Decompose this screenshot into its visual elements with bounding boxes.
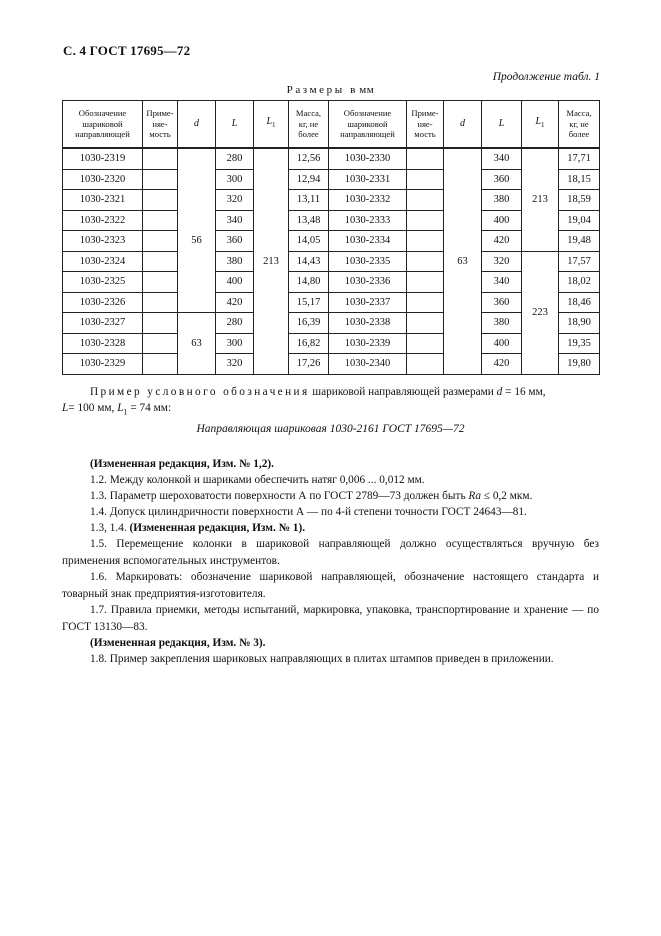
cell-designation: 1030-2322 <box>63 210 143 231</box>
cell-L: 280 <box>216 148 254 169</box>
table-row <box>63 169 600 190</box>
cell-application <box>407 354 444 375</box>
cell-designation: 1030-2331 <box>329 169 407 190</box>
example-L1-val: = 74 мм: <box>127 402 172 414</box>
col-d: d <box>178 101 216 149</box>
cell-application <box>143 148 178 169</box>
cell-mass: 19,48 <box>559 231 600 252</box>
cell-mass: 12,94 <box>289 169 329 190</box>
col-designation: Обозначение шариковой направляющей <box>63 101 143 149</box>
cell-L: 300 <box>216 333 254 354</box>
cell-L: 360 <box>216 231 254 252</box>
cell-L: 320 <box>216 354 254 375</box>
cell-L: 400 <box>482 210 522 231</box>
cell-application <box>143 210 178 231</box>
dimensions-note-unit: в мм <box>350 84 375 96</box>
col-mass: Масса, кг, не более <box>289 101 329 149</box>
dimensions-table <box>62 100 600 375</box>
cell-mass: 18,59 <box>559 190 600 211</box>
cell-designation: 1030-2332 <box>329 190 407 211</box>
cell-mass: 13,11 <box>289 190 329 211</box>
cell-designation: 1030-2327 <box>63 313 143 334</box>
table-row <box>63 210 600 231</box>
cell-application <box>407 313 444 334</box>
table-row <box>63 354 600 375</box>
col-designation-2: Обозначение шариковой направляющей <box>329 101 407 149</box>
page-header: С. 4 ГОСТ 17695—72 <box>63 43 191 58</box>
cell-L: 360 <box>482 169 522 190</box>
cell-designation: 1030-2329 <box>63 354 143 375</box>
cell-application <box>143 333 178 354</box>
cell-mass: 17,71 <box>559 148 600 169</box>
clause-1-2: 1.2. Между колонкой и шариками обеспечить натяг 0,006 ... 0,012 мм. <box>90 474 425 486</box>
cell-designation: 1030-2338 <box>329 313 407 334</box>
cell-application <box>143 292 178 313</box>
example-L1-sym: L <box>117 402 124 414</box>
cell-mass: 19,80 <box>559 354 600 375</box>
cell-L: 340 <box>482 148 522 169</box>
cell-mass: 18,90 <box>559 313 600 334</box>
cell-L: 360 <box>482 292 522 313</box>
example-line-2 <box>62 400 599 421</box>
cell-mass: 19,35 <box>559 333 600 354</box>
col-application-2: Приме- няе- мость <box>407 101 444 149</box>
cell-mass: 18,46 <box>559 292 600 313</box>
cell-mass: 13,48 <box>289 210 329 231</box>
cell-d-group-a: 56 <box>178 169 216 313</box>
clause-1-8: 1.8. Пример закрепления шариковых направляющих в плитах штампов приведен в приложении. <box>90 653 554 665</box>
cell-L: 300 <box>216 169 254 190</box>
cell-L: 280 <box>216 313 254 334</box>
revision-note-1314-a: 1.3, 1.4. <box>90 522 130 534</box>
cell-designation: 1030-2326 <box>63 292 143 313</box>
cell-designation: 1030-2325 <box>63 272 143 293</box>
cell-designation: 1030-2334 <box>329 231 407 252</box>
cell-mass: 12,56 <box>289 148 329 169</box>
cell-application <box>143 190 178 211</box>
clause-1-3 <box>62 488 599 505</box>
table-row <box>63 251 600 272</box>
cell-designation: 1030-2319 <box>63 148 143 169</box>
cell-L: 400 <box>482 333 522 354</box>
cell-application <box>407 231 444 252</box>
col-L1-sub: 1 <box>272 121 276 130</box>
col-L1-sym: L <box>266 116 273 128</box>
table-row <box>63 333 600 354</box>
example-lead: Пример условного обозначения <box>90 386 310 398</box>
cell-L: 420 <box>482 354 522 375</box>
dimensions-note-word: Размеры <box>286 84 345 96</box>
cell-designation: 1030-2323 <box>63 231 143 252</box>
cell-L: 380 <box>216 251 254 272</box>
cell-designation: 1030-2337 <box>329 292 407 313</box>
cell-mass: 14,80 <box>289 272 329 293</box>
cell-L: 400 <box>216 272 254 293</box>
cell-application <box>407 272 444 293</box>
cell-designation: 1030-2333 <box>329 210 407 231</box>
cell-application <box>407 169 444 190</box>
cell-designation: 1030-2340 <box>329 354 407 375</box>
table-row <box>63 292 600 313</box>
cell-application <box>143 169 178 190</box>
cell-designation: 1030-2330 <box>329 148 407 169</box>
cell-designation: 1030-2324 <box>63 251 143 272</box>
cell-mass: 16,39 <box>289 313 329 334</box>
col-L: L <box>216 101 254 149</box>
cell-L: 380 <box>482 190 522 211</box>
cell-d-group: 63 <box>444 148 482 374</box>
clause-1-6: 1.6. Маркировать: обозначение шариковой направляющей, обозначение настоящего стандарта и товарный знак предприятия-изготовителя. <box>62 571 599 600</box>
col-L-2: L <box>482 101 522 149</box>
cell-L: 420 <box>216 292 254 313</box>
example-L-sym: L <box>62 402 69 414</box>
example-text: шариковой направляющей размерами <box>309 386 497 398</box>
example-L1-sub: 1 <box>123 407 128 417</box>
cell-d-group-b: 63 <box>178 313 216 375</box>
dimensions-note <box>0 84 661 96</box>
cell-mass: 18,02 <box>559 272 600 293</box>
cell-application <box>143 272 178 293</box>
cell-mass: 17,57 <box>559 251 600 272</box>
cell-mass: 16,82 <box>289 333 329 354</box>
table-row <box>63 231 600 252</box>
revision-note-1 <box>62 456 599 473</box>
cell-application <box>143 251 178 272</box>
col-application: Приме- няе- мость <box>143 101 178 149</box>
cell-mass: 17,26 <box>289 354 329 375</box>
cell-application <box>407 292 444 313</box>
example-d-val: = 16 мм, <box>502 386 546 398</box>
clause-1-3-b: ≤ 0,2 мкм. <box>480 490 533 502</box>
cell-application <box>407 148 444 169</box>
col-L1-sym-2: L <box>535 116 542 128</box>
col-d-2: d <box>444 101 482 149</box>
revision-note-1314-b: (Измененная редакция, Изм. № 1). <box>129 522 306 534</box>
cell-mass: 14,05 <box>289 231 329 252</box>
table-row <box>63 313 600 334</box>
cell-application <box>143 231 178 252</box>
col-L1-sub-2: 1 <box>541 121 545 130</box>
cell-application <box>407 210 444 231</box>
cell-designation: 1030-2320 <box>63 169 143 190</box>
cell-application <box>143 354 178 375</box>
cell-designation: 1030-2328 <box>63 333 143 354</box>
revision-note-3 <box>62 635 599 652</box>
table-continuation-label: Продолжение табл. 1 <box>492 71 600 83</box>
cell-L: 340 <box>216 210 254 231</box>
cell-mass: 15,17 <box>289 292 329 313</box>
cell-L1-group-b: 223 <box>522 251 559 374</box>
cell-mass: 14,43 <box>289 251 329 272</box>
table-row <box>63 272 600 293</box>
cell-L: 420 <box>482 231 522 252</box>
cell-mass: 18,15 <box>559 169 600 190</box>
cell-designation: 1030-2336 <box>329 272 407 293</box>
cell-L1-group-a: 213 <box>522 148 559 251</box>
cell-d-blank <box>178 148 216 169</box>
revision-note-3-text: (Измененная редакция, Изм. № 3). <box>90 637 266 649</box>
cell-L: 380 <box>482 313 522 334</box>
cell-designation: 1030-2335 <box>329 251 407 272</box>
cell-application <box>407 333 444 354</box>
cell-L: 320 <box>216 190 254 211</box>
clause-1-4: 1.4. Допуск цилиндричности поверхности А — по 4-й степени точности ГОСТ 24643—81. <box>90 506 527 518</box>
table-row <box>63 190 600 211</box>
cell-application <box>407 251 444 272</box>
cell-L: 320 <box>482 251 522 272</box>
example-designation: Направляющая шариковая 1030-2161 ГОСТ 17695—72 <box>196 423 465 435</box>
example-d-sym: d <box>496 386 503 398</box>
clause-1-3-ra: Ra <box>468 490 481 502</box>
col-mass-2: Масса, кг, не более <box>559 101 600 149</box>
cell-designation: 1030-2321 <box>63 190 143 211</box>
col-L1 <box>254 101 289 149</box>
col-L1-2 <box>522 101 559 149</box>
example-line-1 <box>62 384 599 401</box>
revision-note-1-text: (Измененная редакция, Изм. № 1,2). <box>90 458 274 470</box>
cell-L1-group: 213 <box>254 148 289 374</box>
cell-mass: 19,04 <box>559 210 600 231</box>
table-header-row <box>63 101 600 149</box>
cell-designation: 1030-2339 <box>329 333 407 354</box>
revision-note-1314 <box>62 520 599 537</box>
table-row <box>63 148 600 169</box>
cell-application <box>143 313 178 334</box>
clause-1-7: 1.7. Правила приемки, методы испытаний, маркировка, упаковка, транспортирование и хранение — по ГОСТ 13130—83. <box>62 604 599 633</box>
example-L-val: = 100 мм, <box>68 402 118 414</box>
cell-application <box>407 190 444 211</box>
clause-1-3-a: 1.3. Параметр шероховатости поверхности А по ГОСТ 2789—73 должен быть <box>90 490 469 502</box>
cell-L: 340 <box>482 272 522 293</box>
clause-1-5: 1.5. Перемещение колонки в шариковой направляющей должно осуществляться вручную без применения вспомогательных инструментов. <box>62 538 599 567</box>
